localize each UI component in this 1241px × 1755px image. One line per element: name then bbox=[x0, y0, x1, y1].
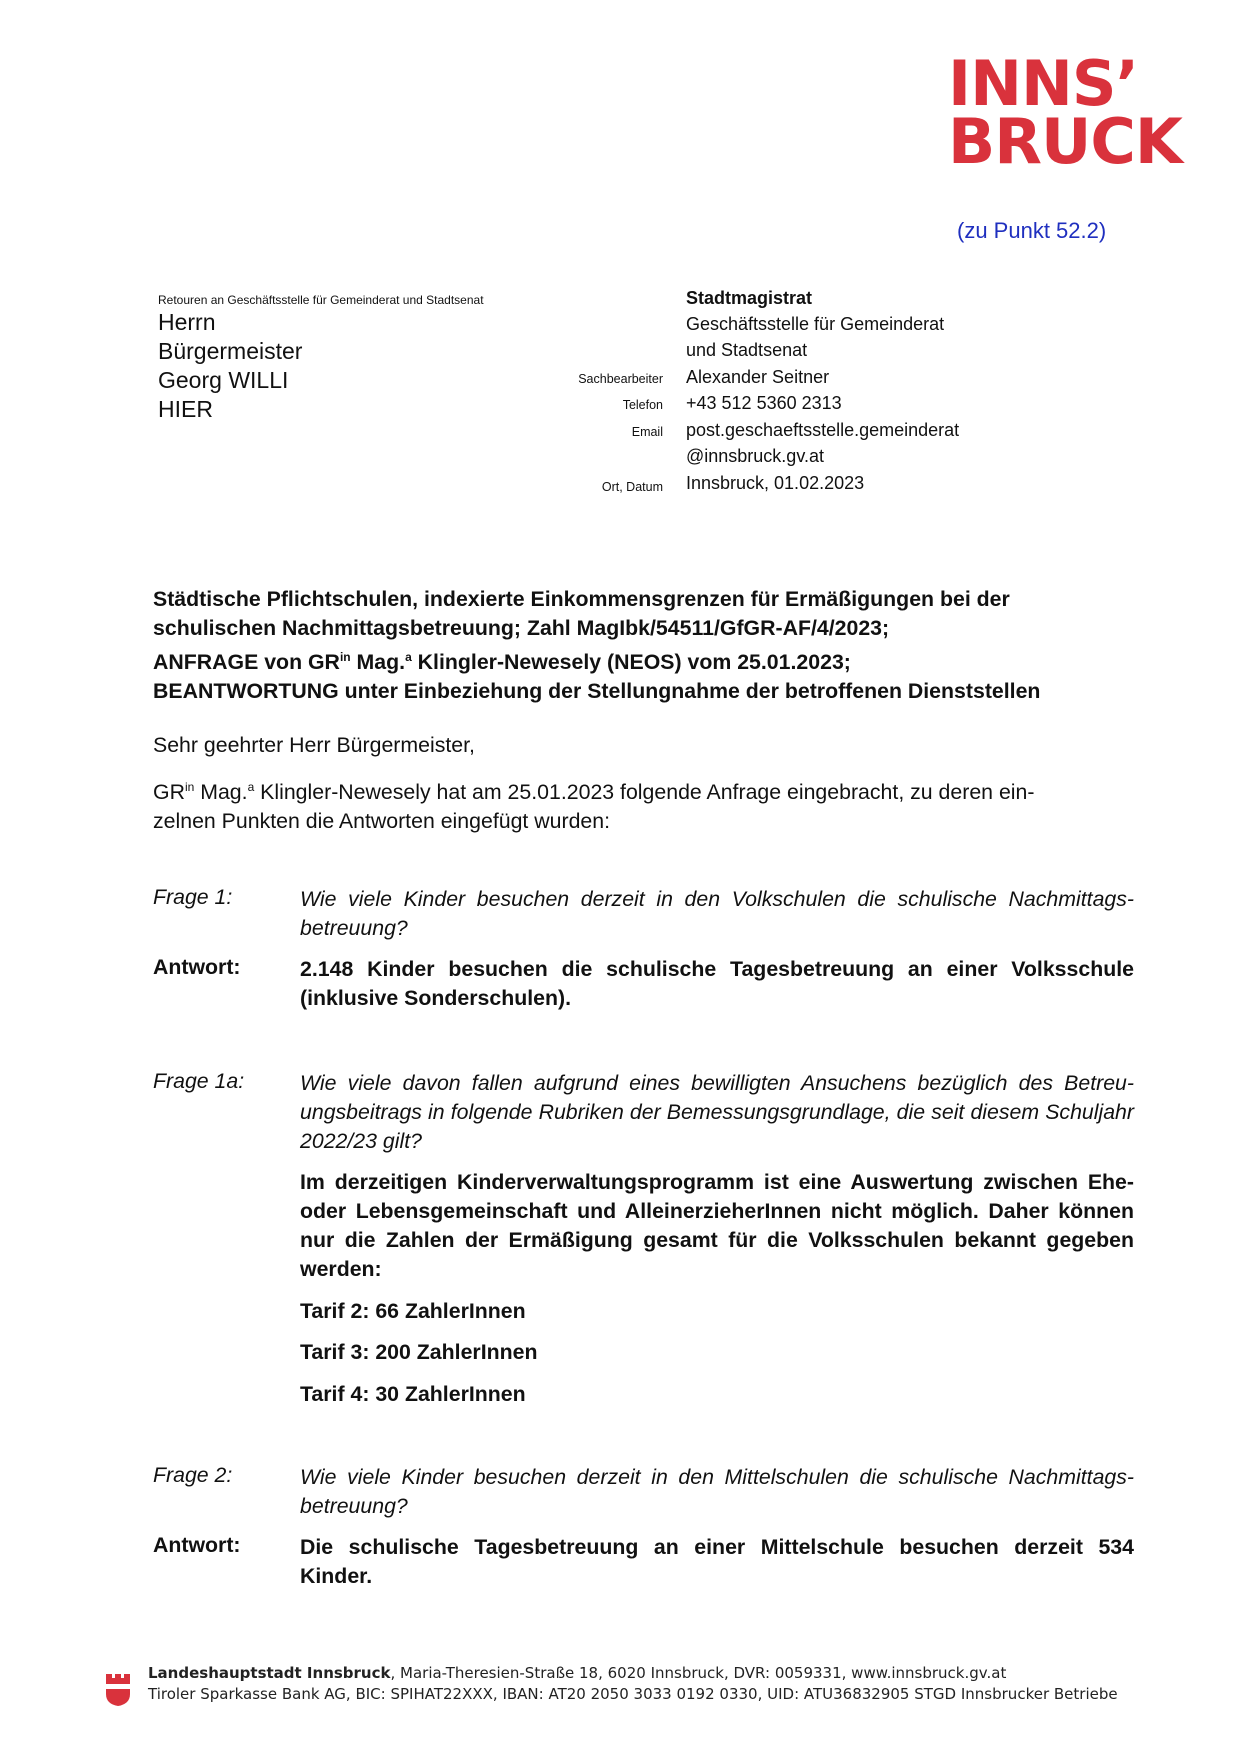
sender-dept-2: und Stadtsenat bbox=[686, 340, 808, 360]
reference-note: (zu Punkt 52.2) bbox=[957, 218, 1107, 243]
question-label: Frage 2: bbox=[153, 1463, 233, 1487]
email-label: Email bbox=[631, 425, 663, 439]
salutation: Sehr geehrter Herr Bürgermeister, bbox=[153, 733, 475, 757]
sender-dept-1: Geschäftsstelle für Gemeinderat bbox=[686, 314, 945, 334]
question-text: Wie viele Kinder besuchen derzeit in den Volkschulen die schulische Nachmittags-betreuung? bbox=[300, 887, 1134, 940]
logo-line-2: BRUCK bbox=[948, 105, 1182, 178]
tariff-line: Tarif 4: 30 ZahlerInnen bbox=[300, 1382, 526, 1406]
email-line-2: @innsbruck.gv.at bbox=[686, 446, 824, 466]
recipient-line: Herrn bbox=[158, 309, 216, 335]
logo-line-1: INNS’ bbox=[948, 47, 1139, 120]
footer-line-1: Landeshauptstadt Innsbruck, Maria-Theresien-Straße 18, 6020 Innsbruck, DVR: 0059331, www.innsbruck.gv.at bbox=[148, 1664, 1007, 1682]
tariff-line: Tarif 3: 200 ZahlerInnen bbox=[300, 1340, 538, 1364]
answer-text: Im derzeitigen Kinderverwaltungsprogramm ist eine Auswertung zwischen Ehe- oder Lebensgemeinschaft und AlleinerzieherInnen nicht möglich. Daher können nur die Zahlen der Ermäßigung gesamt für die Volksschulen bekannt gegeben werden: bbox=[300, 1170, 1134, 1281]
return-address-note: Retouren an Geschäftsstelle für Gemeinderat und Stadtsenat bbox=[158, 293, 484, 307]
question-label: Frage 1a: bbox=[153, 1069, 245, 1093]
tariff-line: Tarif 2: 66 ZahlerInnen bbox=[300, 1299, 526, 1323]
phone-label: Telefon bbox=[622, 398, 663, 412]
footer bbox=[148, 1663, 1118, 1705]
recipient-line: Georg WILLI bbox=[158, 367, 289, 393]
subject-line: BEANTWORTUNG unter Einbeziehung der Stellungnahme der betroffenen Dienststellen bbox=[153, 679, 1041, 704]
subject-line: ANFRAGE von $GR^{in}$ Mag.$^a$ Klingler-Newesely (NEOS) vom 25.01.2023; bbox=[153, 650, 851, 675]
answer-text: 2.148 Kinder besuchen die schulische Tagesbetreuung an einer Volksschule (inklusive Sonderschulen). bbox=[300, 957, 1134, 1010]
intro-paragraph: $GR^{in}$ Mag.$^a$ Klingler-Newesely hat am 25.01.2023 folgende Anfrage eingebracht, zu deren ein- zelnen Punkten die Antworten eingefügt wurden: bbox=[153, 780, 1035, 834]
question-text: Wie viele Kinder besuchen derzeit in den Mittelschulen die schulische Nachmittags-betreuung? bbox=[300, 1465, 1134, 1518]
answer-text: Die schulische Tagesbetreuung an einer Mittelschule besuchen derzeit 534 Kinder. bbox=[300, 1535, 1134, 1588]
recipient-line: Bürgermeister bbox=[158, 338, 303, 364]
sender-title: Stadtmagistrat bbox=[686, 288, 813, 308]
innsbruck-logo bbox=[948, 47, 1188, 178]
subject-line: schulischen Nachmittagsbetreuung; Zahl MagIbk/54511/GfGR-AF/4/2023; bbox=[153, 616, 890, 640]
recipient-address bbox=[158, 308, 302, 424]
footer-line-2: Tiroler Sparkasse Bank AG, BIC: SPIHAT22XXX, IBAN: AT20 2050 3033 0192 0330, UID: ATU36832905 STGD Innsbrucker Betriebe bbox=[148, 1685, 1118, 1703]
date-label: Ort, Datum bbox=[601, 480, 663, 494]
question-text: Wie viele davon fallen aufgrund eines bewilligten Ansuchens bezüglich des Betreu-ungsbeitrags in folgende Rubriken der Bemessungsgrundlage, die seit diesem Schuljahr 2022/23 gilt? bbox=[300, 1071, 1134, 1153]
subject-block bbox=[153, 585, 1113, 706]
question-label: Frage 1: bbox=[153, 885, 233, 909]
answer-label: Antwort: bbox=[153, 1533, 241, 1557]
answer-label: Antwort: bbox=[153, 955, 241, 979]
email-line-1: post.geschaeftsstelle.gemeinderat bbox=[686, 420, 960, 440]
subject-line: Städtische Pflichtschulen, indexierte Einkommensgrenzen für Ermäßigungen bei der bbox=[153, 587, 1010, 611]
clerk-name: Alexander Seitner bbox=[686, 367, 830, 387]
recipient-line: HIER bbox=[158, 396, 213, 422]
clerk-label: Sachbearbeiter bbox=[578, 372, 663, 386]
innsbruck-emblem-icon bbox=[104, 1672, 132, 1708]
phone-number: +43 512 5360 2313 bbox=[686, 393, 842, 413]
date-value: Innsbruck, 01.02.2023 bbox=[686, 473, 865, 493]
